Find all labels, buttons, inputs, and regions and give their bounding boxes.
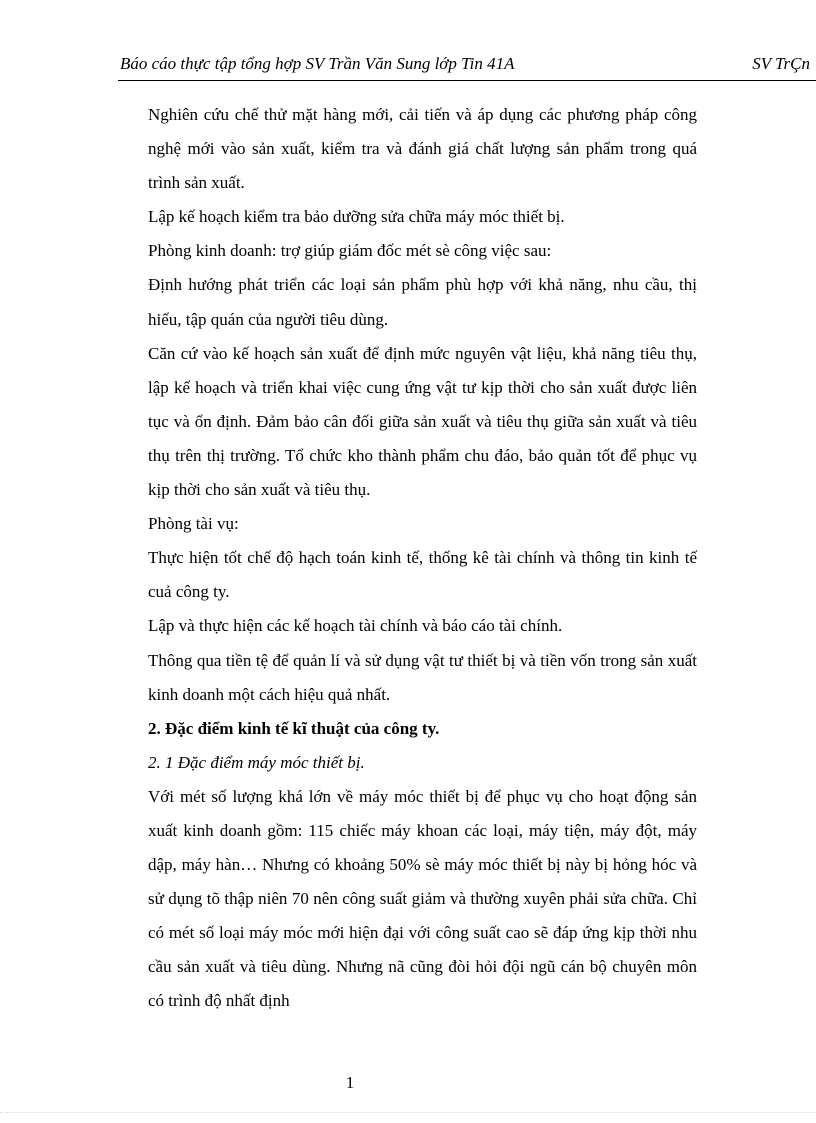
paragraph-finance-dept: Phòng tài vụ: — [148, 514, 239, 534]
section-heading: 2. Đặc điểm kinh tế kĩ thuật của công ty. — [148, 718, 440, 738]
paragraph-accounting: Thực hiện tốt chế độ hạch toán kinh tế, thống kê tài chính và thông tin kinh tế cuả công ty. — [148, 548, 697, 602]
header-title: Báo cáo thực tập tổng hợp SV Trần Văn Sung lớp Tin 41A — [120, 54, 515, 73]
paragraph-financial-plan: Lập và thực hiện các kế hoạch tài chính và báo cáo tài chính. — [148, 616, 563, 636]
paragraph-research: Nghiên cứu chế thử mặt hàng mới, cải tiến và áp dụng các phương pháp công nghệ mới vào sản xuất, kiểm tra và đánh giá chất lượng sản phẩm trong quá trình sản xuất. — [148, 105, 697, 193]
paragraph-sales-dept: Phòng kinh doanh: trợ giúp giám đốc mét sè công việc sau: — [148, 241, 552, 261]
paragraph-maintenance-plan: Lập kế hoạch kiểm tra bảo dưỡng sửa chữa máy móc thiết bị. — [148, 207, 565, 227]
header-author: SV TrÇn — [752, 54, 810, 73]
document-body — [148, 98, 697, 1019]
subsection-heading: 2. 1 Đặc điểm máy móc thiết bị. — [148, 752, 365, 772]
paragraph-equipment: Với mét số lượng khá lớn về máy móc thiết bị để phục vụ cho hoạt động sản xuất kinh doanh gồm: 115 chiếc máy khoan các loại, máy tiện, máy đột, máy dập, máy hàn… Nhưng có khoảng 50% sè máy móc thiết bị này bị hỏng hóc và sử dụng tõ thập niên 70 nên công suất giảm và thường xuyên phải sửa chữa. Chỉ có mét số loại máy móc mới hiện đại với công suất cao sẽ đáp ứng kịp thời nhu cầu sản xuất và tiêu dùng. Nhưng nã cũng đòi hỏi đội ngũ cán bộ chuyên môn có trình độ nhất định — [148, 786, 697, 1011]
page-number: 1 — [345, 1073, 355, 1092]
paragraph-product-direction: Định hướng phát triển các loại sản phẩm phù hợp với khả năng, nhu cầu, thị hiếu, tập quán của người tiêu dùng. — [148, 275, 697, 329]
footer-divider — [0, 1112, 816, 1113]
page-header — [118, 52, 816, 81]
paragraph-production-plan: Căn cứ vào kế hoạch sản xuất để định mức nguyên vật liệu, khả năng tiêu thụ, lập kế hoạch và triển khai việc cung ứng vật tư kịp thời cho sản xuất được liên tục và ổn định. Đảm bảo cân đối giữa sản xuất và tiêu thụ giữa sản xuất và tiêu thụ trên thị trường. Tổ chức kho thành phẩm chu đáo, bảo quản tốt để phục vụ kịp thời cho sản xuất và tiêu thụ. — [148, 343, 697, 500]
paragraph-capital-management: Thông qua tiền tệ để quản lí và sử dụng vật tư thiết bị và tiền vốn trong sản xuất kinh doanh một cách hiệu quả nhất. — [148, 650, 697, 704]
